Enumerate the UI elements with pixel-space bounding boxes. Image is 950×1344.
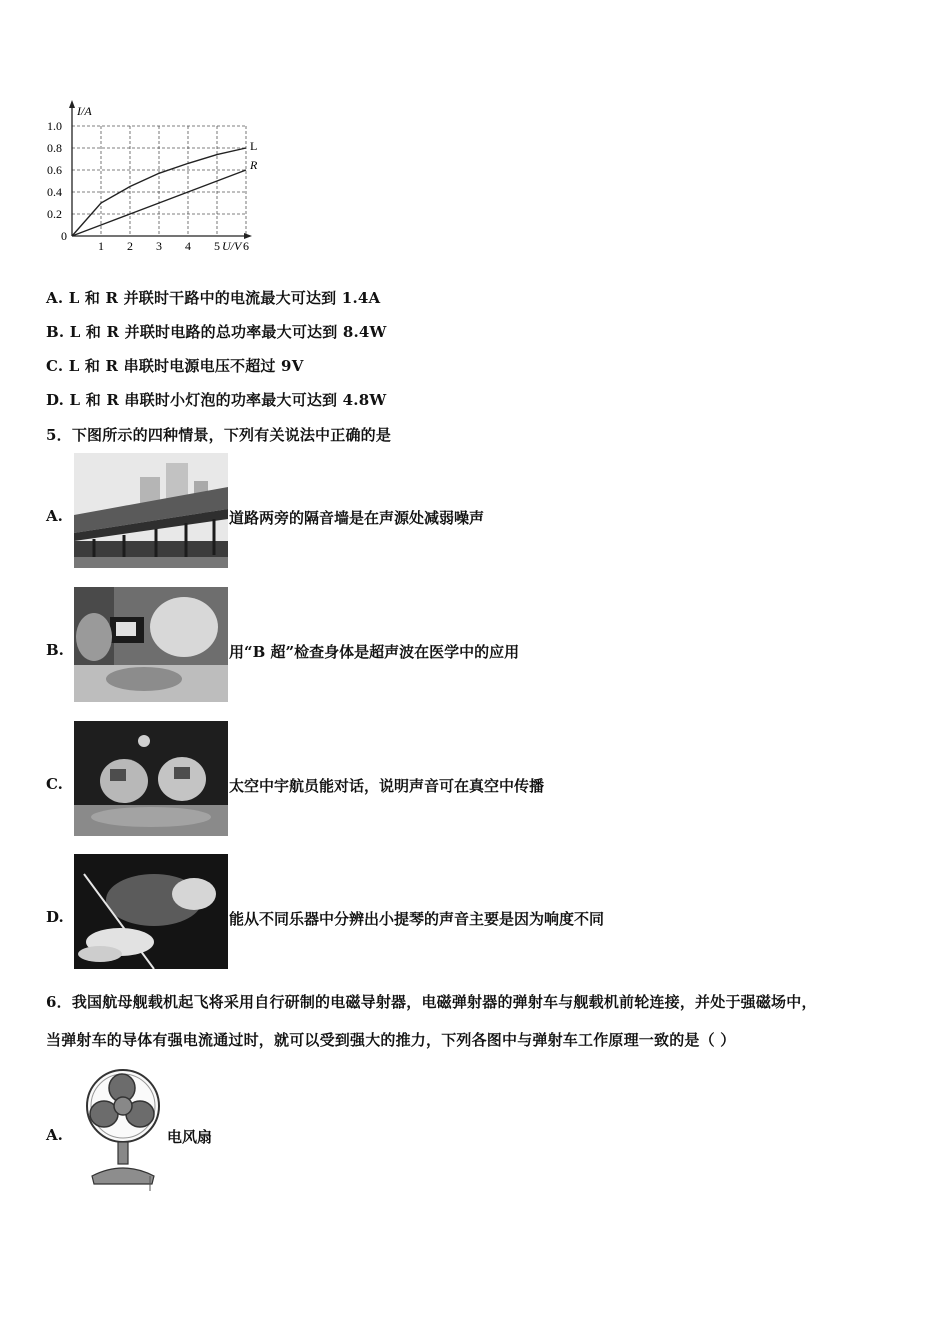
q5-stem: 5．下图所示的四种情景，下列有关说法中正确的是	[46, 426, 392, 444]
x-tick-label: 2	[127, 239, 133, 253]
y-axis-arrow	[69, 100, 75, 108]
y-tick-label: 0.6	[47, 163, 62, 177]
origin-label: 0	[61, 229, 67, 243]
q4-option-d-text: L 和 R 串联时小灯泡的功率最大可达到 4.8W	[69, 391, 387, 409]
x-tick-label: 6	[243, 239, 249, 253]
q4-option-c-text: L 和 R 串联时电源电压不超过 9V	[68, 357, 304, 375]
iu-graph	[40, 98, 260, 258]
q5-option-d-text: 能从不同乐器中分辨出小提琴的声音主要是因为响度不同	[229, 910, 605, 928]
electric-fan-figure	[78, 1064, 160, 1196]
q5-option-a-text: 道路两旁的隔音墙是在声源处减弱噪声	[229, 509, 485, 527]
q4-option-b	[46, 321, 387, 342]
sound-barrier-photo	[74, 453, 228, 568]
x-tick-label: 4	[185, 239, 191, 253]
q4-option-c	[46, 355, 304, 376]
y-tick-label: 1.0	[47, 119, 62, 133]
q4-option-a-text: L 和 R 并联时干路中的电流最大可达到 1.4A	[68, 289, 381, 307]
y-axis-label: I/A	[77, 104, 92, 118]
q4-option-a-label: A.	[46, 289, 64, 307]
x-tick-label: 3	[156, 239, 162, 253]
curve-L-label: L	[250, 139, 258, 153]
q4-option-b-text: L 和 R 并联时电路的总功率最大可达到 8.4W	[69, 323, 387, 341]
q4-option-d	[46, 389, 386, 410]
q5-option-d-label: D.	[46, 908, 64, 926]
q4-option-d-label: D.	[46, 391, 65, 409]
x-tick-label: 5	[214, 239, 220, 253]
q4-option-c-label: C.	[46, 357, 64, 375]
q5-option-b-label: B.	[46, 641, 64, 659]
q6-stem-line1: 6．我国航母舰载机起飞将采用自行研制的电磁导射器，电磁弹射器的弹射车与舰载机前轮连接，并处于强磁场中，	[46, 993, 817, 1011]
q4-option-a	[46, 287, 380, 308]
x-axis-label: U/V	[222, 239, 242, 253]
graph-grid	[72, 126, 246, 236]
curve-R-label: R	[250, 158, 258, 172]
astronauts-photo	[74, 721, 228, 836]
y-tick-label: 0.8	[47, 141, 62, 155]
y-tick-label: 0.4	[47, 185, 62, 199]
violin-photo	[74, 854, 228, 969]
q6-stem-line2: 当弹射车的导体有强电流通过时，就可以受到强大的推力，下列各图中与弹射车工作原理一致的是（ ）	[46, 1031, 736, 1049]
q6-option-a-label: A.	[46, 1126, 63, 1144]
q5-option-b-text: 用“B 超”检查身体是超声波在医学中的应用	[229, 643, 520, 661]
q6-option-a-text: 电风扇	[167, 1128, 213, 1146]
x-tick-label: 1	[98, 239, 104, 253]
q5-option-c-label: C.	[46, 775, 63, 793]
q4-option-b-label: B.	[46, 323, 65, 341]
q5-option-a-label: A.	[46, 507, 63, 525]
y-tick-label: 0.2	[47, 207, 62, 221]
ultrasound-photo	[74, 587, 228, 702]
q5-option-c-text: 太空中宇航员能对话，说明声音可在真空中传播	[229, 777, 545, 795]
